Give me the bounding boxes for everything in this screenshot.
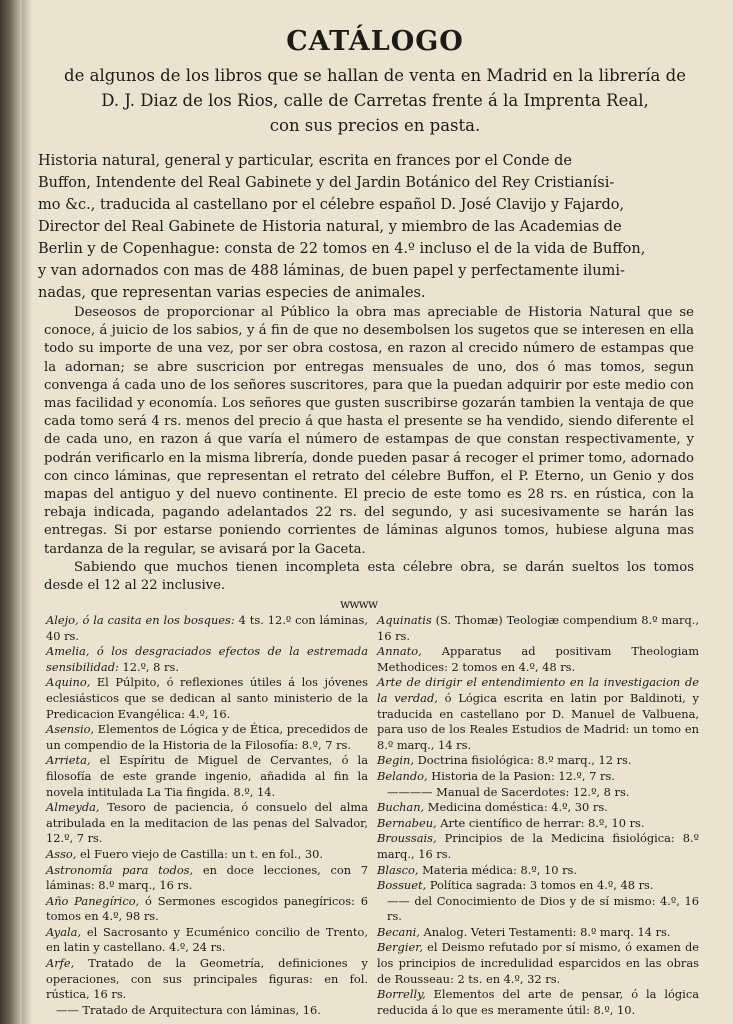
intro-line: Buffon, Intendente del Real Gabinete y del Jardin Botánico del Rey Cristianísi- [38,175,615,191]
catalog-entry [46,675,368,722]
entry-author: Becani, [377,924,420,939]
entry-author: Almeyda, [46,800,100,815]
catalog-entry [46,956,368,1003]
subtitle-line-1: de algunos de los libros que se hallan de venta en Madrid en la librería de [64,66,686,85]
catalog-entry [46,613,368,644]
catalog-entry [377,769,699,785]
entry-author: Bossuet, [377,878,427,893]
entry-author: Aquinatis [377,613,432,627]
ornamental-divider: wwww [340,597,378,611]
catalog-entry [377,613,699,644]
catalog-entry [46,1003,368,1019]
entry-details: Elementos de Lógica y de Ética, precedidos de un compendio de la Historia de la Filosofía: 8.º, 7 rs. [46,722,368,752]
entry-author: Arfe, [46,956,75,971]
intro-line: Berlin y de Copenhague: consta de 22 tomos en 4.º incluso el de la vida de Buffon, [38,241,646,257]
entry-details: Historia de la Pasion: 12.º, 7 rs. [427,768,615,783]
entry-details: El Púlpito, ó reflexiones útiles á los jóvenes eclesiásticos que se dedican al santo ministerio de la Predicacion Evangélica: 4.º, 16. [46,675,368,721]
catalog-entry [46,847,368,863]
catalog-entry [377,644,699,675]
entry-details: ———— Manual de Sacerdotes: 12.º, 8 rs. [387,784,630,799]
body-paragraph: Deseosos de proporcionar al Público la obra mas apreciable de Historia Natural que se conoce, á juicio de los sabios, y á fin de que no desembolsen los sugetos que se interesen en ella todo su importe de una vez, por ser obra costosa, en razon al crecido número de estampas que la adornan; se abre suscricion por entregas mensuales de uno, dos ó mas tomos, segun convenga á cada uno de los señores suscritores, para que la puedan adquirir por este medio con mas facilidad y economía. Los señores que gusten suscribirse gozarán tambien la ventaja de que cada tomo será 4 rs. menos del precio á que hasta el presente se ha vendido, siendo diferente el de cada uno, en razon á que varía el número de estampas de que constan respectivamente, y podrán verificarlo en la misma librería, donde pueden pasar á recoger el primer tomo, adornado con cinco láminas, que representan el retrato del célebre Buffon, el P. Eterno, un Genio y dos mapas del antiguo y del nuevo continente. El precio de este tomo es 28 rs. en rústica, con la rebaja indicada, pagando adelantados 22 rs. del segundo, y asi sucesivamente se harán las entregas. Si por estarse poniendo corrientes de láminas algunos tomos, hubiese alguna mas tardanza de la regular, se avisará por la Gaceta. [44,305,694,557]
catalog-entry [377,894,699,925]
subtitle-line-2: D. J. Diaz de los Rios, calle de Carretas frente á la Imprenta Real, [101,91,649,110]
catalog-entry [377,878,699,894]
entry-details: ó Sermones escogidos panegíricos: 6 tomos en 4.º, 98 rs. [46,893,368,924]
catalog-entry [377,863,699,879]
entry-author: Blasco, [377,862,419,877]
entry-author: Annato, [377,644,422,659]
entry-details: el Espíritu de Miguel de Cervantes, ó la filosofía de este grande ingenio, añadida al fin la novela intitulada La Tia fingida. 8.º, 14. [46,753,368,799]
catalog-entry [377,925,699,941]
entry-author: Astronomía para todos, [46,862,194,877]
catalog-entry [46,894,368,925]
entry-author: Arrieta, [46,753,91,768]
entry-details: el Fuero viejo de Castilla: un t. en fol., 30. [76,846,324,861]
entry-details: Doctrina fisiológica: 8.º marq., 12 rs. [414,753,632,768]
catalog-column-left [46,613,368,1018]
entry-author: Bernabeu, [377,815,437,830]
catalog-entry [46,753,368,800]
entry-details: Apparatus ad positivam Theologiam Methodices: 2 tomos en 4.º, 48 rs. [377,644,699,674]
catalog-entry [377,987,699,1018]
entry-author: Belando, [377,768,428,783]
entry-details: el Sacrosanto y Ecuménico concilio de Trento, en latin y castellano. 4.º, 24 rs. [46,924,368,955]
intro-line: y van adornados con mas de 488 láminas, de buen papel y perfectamente ilumi- [38,263,625,279]
catalog-entry [46,925,368,956]
entry-details: —— del Conocimiento de Dios y de sí mismo: 4.º, 16 rs. [387,893,699,924]
entry-author: Arte de dirigir el entendimiento en la investigacion de la verdad, [377,675,699,705]
catalog-entry [377,785,699,801]
entry-details: 12.º, 8 rs. [118,659,179,674]
entry-author: Alejo, ó la casita en los bosques: [46,613,235,627]
entry-details: el Deismo refutado por sí mismo, ó examen de los principios de incredulidad esparcidos en las obras de Rousseau: 2 ts. en 4.º, 32 rs. [377,940,699,986]
catalog-entry [46,800,368,847]
entry-details: Medicina doméstica: 4.º, 30 rs. [424,800,608,815]
intro-line: Director del Real Gabinete de Historia natural, y miembro de las Academias de [38,219,622,235]
entry-details: Política sagrada: 3 tomos en 4.º, 48 rs. [426,878,654,893]
entry-details: Tesoro de paciencia, ó consuelo del alma atribulada en la meditacion de las penas del Salvador, 12.º, 7 rs. [46,800,368,846]
entry-details: Analog. Veteri Testamenti: 8.º marq. 14 rs. [419,924,671,939]
entry-author: Bergier, [377,940,424,955]
entry-author: Año Panegírico, [46,893,140,908]
entry-details: en doce lecciones, con 7 láminas: 8.º marq., 16 rs. [46,862,368,893]
entry-details: ó Lógica escrita en latin por Baldinoti, y traducida en castellano por D. Manuel de Valbuena, para uso de los Reales Estudios de Madrid: un tomo en 8.º marq., 14 rs. [377,690,699,752]
entry-author: Broussais, [377,831,437,846]
subscription-text [44,304,694,595]
entry-details: Elementos del arte de pensar, ó la lógica reducida á lo que es meramente útil: 8.º, 10. [377,987,699,1017]
intro-line: mo &c., traducida al castellano por el célebre español D. José Clavijo y Fajardo, [38,197,625,213]
entry-details: Principios de la Medicina fisiológica: 8.º marq., 16 rs. [377,831,699,861]
subtitle-line-3: con sus precios en pasta. [269,116,481,135]
entry-details: Tratado de la Geometría, definiciones y operaciones, con sus principales figuras: en fol. rústica, 16 rs. [46,956,368,1002]
entry-author: Borrelly, [377,987,426,1002]
book-spine [0,0,22,1024]
intro-line: Historia natural, general y particular, escrita en frances por el Conde de [38,153,572,169]
body-paragraph: Sabiendo que muchos tienen incompleta esta célebre obra, se darán sueltos los tomos desde el 12 al 22 inclusive. [44,559,694,594]
entry-details: —— Tratado de Arquitectura con láminas, 16. [56,1002,321,1017]
entry-author: Amelia, ó los desgraciados efectos de la estremada sensibilidad: [46,644,368,674]
catalog-column-right [377,613,699,1018]
entry-author: Buchan, [377,800,425,815]
catalog-entry [377,816,699,832]
entry-author: Begin, [377,753,415,768]
catalog-entry [377,831,699,862]
catalog-entry [377,675,699,753]
catalog-entry [377,800,699,816]
catalog-entry [46,644,368,675]
page-title: CATÁLOGO [286,26,464,57]
intro-line: nadas, que representan varias especies de animales. [38,285,426,301]
gutter-shadow [22,0,32,1024]
catalog-header [30,26,720,138]
catalog-entry [377,940,699,987]
entry-details: Materia médica: 8.º, 10 rs. [418,862,578,877]
entry-author: Ayala, [46,924,82,939]
entry-author: Asensio, [46,722,95,737]
catalog-entry [46,722,368,753]
entry-author: Asso, [46,846,77,861]
intro-announcement [38,150,686,304]
catalog-entry [46,863,368,894]
catalog-entry [377,753,699,769]
entry-details: 4 ts. 12.º con láminas, 40 rs. [46,613,368,643]
entry-author: Aquino, [46,675,91,690]
entry-details: Arte científico de herrar: 8.º, 10 rs. [436,815,645,830]
entry-details: (S. Thomæ) Teologiæ compendium 8.º marq., 16 rs. [377,613,699,643]
